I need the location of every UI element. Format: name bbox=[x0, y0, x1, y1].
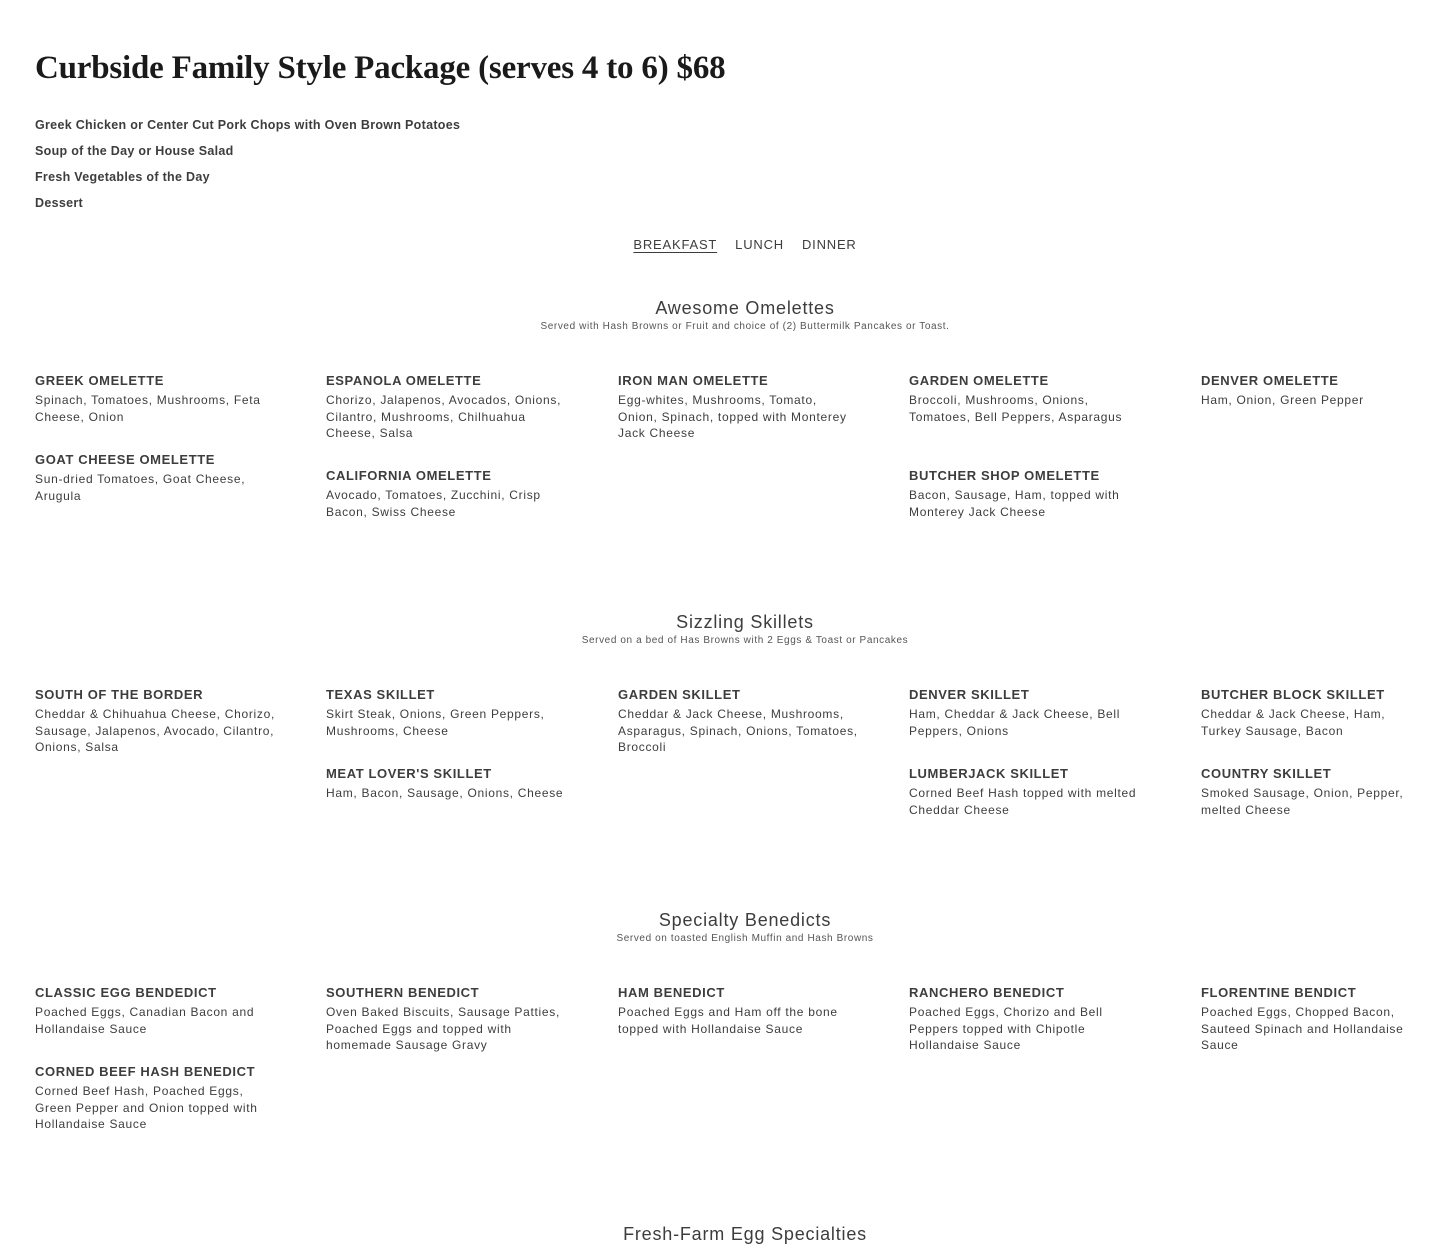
menu-item-description: Bacon, Sausage, Ham, topped with Monterey Jack Cheese bbox=[909, 488, 1120, 519]
section-subtitle: Served on toasted English Muffin and Hash Browns bbox=[616, 933, 874, 944]
menu-item-name: ESPANOLA OMELETTE bbox=[326, 373, 482, 388]
menu-item bbox=[1201, 372, 1421, 409]
menu-item-description: Corned Beef Hash topped with melted Cheddar Cheese bbox=[909, 786, 1137, 817]
menu-item-description: Ham, Cheddar & Jack Cheese, Bell Peppers, Onions bbox=[909, 707, 1121, 738]
menu-item-description: Broccoli, Mushrooms, Onions, Tomatoes, Bell Peppers, Asparagus bbox=[909, 393, 1123, 424]
menu-item bbox=[326, 467, 566, 520]
menu-item bbox=[326, 686, 566, 739]
menu-item bbox=[35, 686, 275, 756]
menu-item bbox=[326, 984, 566, 1054]
menu-item-name: CALIFORNIA OMELETTE bbox=[326, 468, 492, 483]
menu-item-description: Oven Baked Biscuits, Sausage Patties, Poached Eggs and topped with homemade Sausage Gravy bbox=[326, 1005, 561, 1052]
menu-item-description: Avocado, Tomatoes, Zucchini, Crisp Bacon, Swiss Cheese bbox=[326, 488, 541, 519]
tab-lunch[interactable]: LUNCH bbox=[735, 237, 784, 252]
menu-item bbox=[909, 765, 1149, 818]
menu-item-description: Cheddar & Jack Cheese, Mushrooms, Asparagus, Spinach, Onions, Tomatoes, Broccoli bbox=[618, 707, 858, 754]
menu-item bbox=[1201, 686, 1421, 739]
menu-item-description: Poached Eggs and Ham off the bone topped with Hollandaise Sauce bbox=[618, 1005, 838, 1036]
menu-item bbox=[618, 686, 858, 756]
menu-item-name: HAM BENEDICT bbox=[618, 985, 725, 1000]
section-header-omelettes bbox=[0, 297, 1450, 334]
menu-item bbox=[1201, 765, 1421, 818]
section-subtitle: Served with Hash Browns or Fruit and choice of (2) Buttermilk Pancakes or Toast. bbox=[540, 321, 950, 332]
menu-item bbox=[35, 451, 275, 504]
menu-tabs bbox=[0, 236, 1450, 254]
menu-item-description: Cheddar & Jack Cheese, Ham, Turkey Sausage, Bacon bbox=[1201, 707, 1386, 738]
menu-item bbox=[326, 765, 566, 802]
menu-item-name: DENVER OMELETTE bbox=[1201, 373, 1339, 388]
menu-item-name: SOUTH OF THE BORDER bbox=[35, 687, 204, 702]
menu-item bbox=[909, 467, 1149, 520]
menu-item-description: Poached Eggs, Canadian Bacon and Hollandaise Sauce bbox=[35, 1005, 255, 1036]
menu-item-name: IRON MAN OMELETTE bbox=[618, 373, 769, 388]
menu-item-name: COUNTRY SKILLET bbox=[1201, 766, 1332, 781]
section-title: Fresh-Farm Egg Specialties bbox=[623, 1224, 867, 1244]
menu-item-name: MEAT LOVER'S SKILLET bbox=[326, 766, 492, 781]
package-title: Curbside Family Style Package (serves 4 to 6) $68 bbox=[35, 50, 726, 86]
tab-dinner[interactable]: DINNER bbox=[801, 237, 857, 252]
menu-item bbox=[326, 372, 566, 442]
menu-item-name: CLASSIC EGG BENDEDICT bbox=[35, 985, 217, 1000]
section-header-skillets bbox=[0, 611, 1450, 648]
menu-item-description: Spinach, Tomatoes, Mushrooms, Feta Cheese, Onion bbox=[35, 393, 261, 424]
menu-item-name: GREEK OMELETTE bbox=[35, 373, 165, 388]
menu-item bbox=[35, 372, 275, 425]
tab-breakfast[interactable]: BREAKFAST bbox=[633, 237, 718, 252]
menu-item bbox=[909, 372, 1149, 425]
menu-item-description: Chorizo, Jalapenos, Avocados, Onions, Cilantro, Mushrooms, Chilhuahua Cheese, Salsa bbox=[326, 393, 562, 440]
menu-item-description: Egg-whites, Mushrooms, Tomato, Onion, Spinach, topped with Monterey Jack Cheese bbox=[618, 393, 847, 440]
section-title: Specialty Benedicts bbox=[658, 910, 832, 930]
menu-item-description: Ham, Onion, Green Pepper bbox=[1201, 393, 1364, 407]
package-item-list bbox=[35, 116, 460, 220]
menu-item-name: CORNED BEEF HASH BENEDICT bbox=[35, 1064, 256, 1079]
package-item: Dessert bbox=[35, 196, 83, 210]
package-item: Soup of the Day or House Salad bbox=[35, 144, 234, 158]
menu-item-name: DENVER SKILLET bbox=[909, 687, 1030, 702]
menu-item-name: GARDEN SKILLET bbox=[618, 687, 741, 702]
menu-item-name: SOUTHERN BENEDICT bbox=[326, 985, 480, 1000]
section-subtitle: Served on a bed of Has Browns with 2 Eggs & Toast or Pancakes bbox=[581, 635, 909, 646]
section-header-egg-specialties bbox=[0, 1223, 1450, 1245]
menu-item bbox=[618, 984, 858, 1037]
menu-item-name: RANCHERO BENEDICT bbox=[909, 985, 1065, 1000]
menu-item-description: Poached Eggs, Chorizo and Bell Peppers topped with Chipotle Hollandaise Sauce bbox=[909, 1005, 1103, 1052]
section-header-benedicts bbox=[0, 909, 1450, 946]
menu-item-name: TEXAS SKILLET bbox=[326, 687, 435, 702]
menu-item bbox=[35, 984, 275, 1037]
menu-item-description: Ham, Bacon, Sausage, Onions, Cheese bbox=[326, 786, 564, 800]
package-item: Greek Chicken or Center Cut Pork Chops with Oven Brown Potatoes bbox=[35, 118, 461, 132]
section-title: Awesome Omelettes bbox=[655, 298, 835, 318]
menu-item bbox=[909, 984, 1149, 1054]
menu-item-description: Smoked Sausage, Onion, Pepper, melted Cheese bbox=[1201, 786, 1404, 817]
menu-item-name: GOAT CHEESE OMELETTE bbox=[35, 452, 216, 467]
menu-item bbox=[618, 372, 858, 442]
menu-item-name: BUTCHER SHOP OMELETTE bbox=[909, 468, 1100, 483]
menu-item bbox=[1201, 984, 1421, 1054]
menu-item-name: LUMBERJACK SKILLET bbox=[909, 766, 1069, 781]
menu-item bbox=[909, 686, 1149, 739]
menu-item-description: Corned Beef Hash, Poached Eggs, Green Pepper and Onion topped with Hollandaise Sauce bbox=[35, 1084, 258, 1131]
menu-item bbox=[35, 1063, 275, 1133]
menu-item-description: Poached Eggs, Chopped Bacon, Sauteed Spinach and Hollandaise Sauce bbox=[1201, 1005, 1404, 1052]
section-title: Sizzling Skillets bbox=[676, 612, 814, 632]
menu-item-name: FLORENTINE BENDICT bbox=[1201, 985, 1357, 1000]
menu-item-description: Cheddar & Chihuahua Cheese, Chorizo, Sausage, Jalapenos, Avocado, Cilantro, Onions, Salsa bbox=[35, 707, 275, 754]
menu-item-description: Skirt Steak, Onions, Green Peppers, Mushrooms, Cheese bbox=[326, 707, 545, 738]
menu-item-name: GARDEN OMELETTE bbox=[909, 373, 1049, 388]
menu-item-name: BUTCHER BLOCK SKILLET bbox=[1201, 687, 1385, 702]
menu-item-description: Sun-dried Tomatoes, Goat Cheese, Arugula bbox=[35, 472, 246, 503]
package-item: Fresh Vegetables of the Day bbox=[35, 170, 210, 184]
